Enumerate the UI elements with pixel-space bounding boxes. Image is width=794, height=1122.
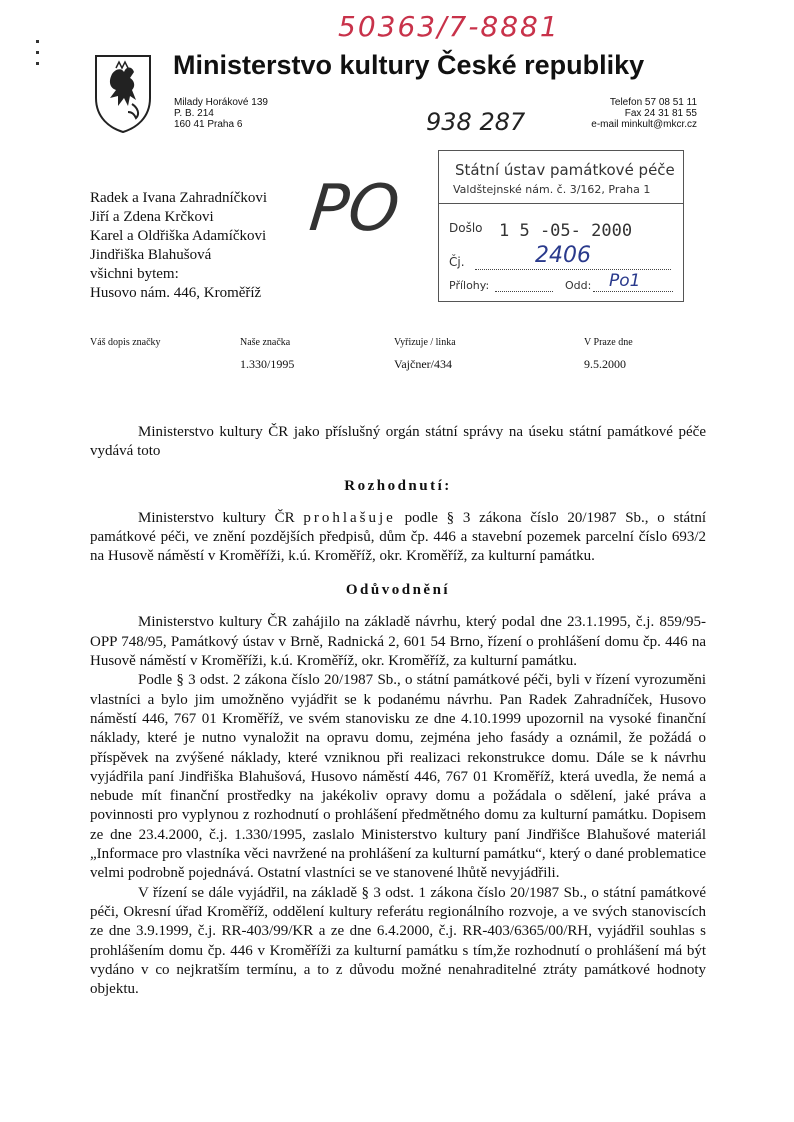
ministry-title: Ministerstvo kultury České republiky [173,50,645,80]
margin-marks [36,40,40,68]
recipient-line: Karel a Oldřiška Adamíčkovi [90,228,267,244]
reasoning-heading: Odůvodnění [345,582,451,599]
handwritten-ref-number: 50363/7-8881 [338,10,560,43]
recipient-block [90,189,267,303]
ministry-address [174,97,268,130]
ref-your-letter: Váš dopis značky [90,337,161,348]
email-address: e-mail minkult@mkcr.cz [591,119,697,130]
recipient-line: Husovo nám. 446, Kroměříž [90,285,262,301]
reasoning-paragraph-2: Podle § 3 odst. 2 zákona číslo 20/1987 Sb., o státní památkové péči, byli v řízení vyrozuměni vlastníci a bylo jim umožněno vyjádřit se k podanému návrhu. Pan Radek Zahradníček, Husovo náměstí 446, 767 01 Kroměříž, ve svém stanovisku ze dne 4.10.1999 upozornil na vysoké finanční náklady, které je nutno vynaložit na opravu domu, zejména jeho fasády a oznámil, že požádá o příspěvek na zvýšené náklady, které vzniknou při realizaci rekonstrukce domu. Dále se k návrhu vyjádřila paní Jindřiška Blahušová, Husovo náměstí 446, 767 01 Kroměříž, která uvedla, že nemá a nebude mít finanční prostředky na jakékoliv opravy domu a požádala o sdělení, jaké práva a povinnosti pro vyplynou z rozhodnutí o prohlášení předmětného domu za kulturní památku. Dopisem ze dne 23.4.2000, č.j. 1.330/1995, zaslalo Ministerstvo kultury paní Jindřišce Blahušové materiál „Informace pro vlastníka věci navržené na prohlášení za kulturní památku“, který o dané problematice velmi podrobně pojednává. Ostatní vlastníci se ve stanovené lhůtě nevyjádřili. [90,672,706,882]
stamp-reg-number: 2406 [535,243,591,268]
stamp-dept-label: Odd: [565,279,592,292]
handwritten-side-number: 938 287 [426,108,526,136]
reasoning-paragraph-1: Ministerstvo kultury ČR zahájilo na základě návrhu, který podal dne 23.1.1995, č.j. 859/95-OPP 748/95, Památkový ústav v Brně, Radnická 2, 601 54 Brno, řízení o prohlášení domu čp. 446 na Husově náměstí v Kroměříži, k.ú. Kroměříž, okr. Kroměříž, za kulturní památku. [90,614,706,670]
ref-our-mark: Naše značka 1.330/1995 [240,337,295,371]
address-line: Milady Horákové 139 [174,97,268,108]
decision-paragraph: Ministerstvo kultury ČR prohlašuje podle § 3 zákona číslo 20/1987 Sb., o státní památkové péči, ve znění pozdějších předpisů, dům čp. 446 a stavební pozemek parcelní číslo 693/2 na Husově náměstí v Kroměříži, k.ú. Kroměříž, okr. Kroměříž, za kulturní památku. [90,509,706,565]
ministry-contact [591,97,697,130]
recipient-line: Radek a Ivana Zahradníčkovi [90,190,268,206]
receipt-stamp [438,150,684,302]
stamp-received-label: Došlo [449,221,483,235]
fax-number: Fax 24 31 81 55 [624,108,697,119]
stamp-number-label: Čj. [449,255,465,269]
phone-number: Telefon 57 08 51 11 [609,97,697,108]
letter-body [90,423,706,999]
recipient-line: všichni bytem: [90,266,179,282]
coat-of-arms-logo [92,52,154,134]
intro-paragraph: Ministerstvo kultury ČR jako příslušný orgán státní správy na úseku státní památkové péče vydává toto [90,424,706,460]
reasoning-paragraph-3: V řízení se dále vyjádřil, na základě § 3 odst. 1 zákona číslo 20/1987 Sb., o státní památkové péči, Okresní úřad Kroměříž, oddělení kultury referátu regionálního rozvoje, a ve svých stanoviscích ze dne 3.9.1999, č.j. RR-403/99/KR a ze dne 6.4.2000, č.j. RR-403/6365/00/RH, vyjádřil souhlas s prohlášením domu čp. 446 v Kroměříži za kulturní památku s tím,že rozhodnutí o prohlášení má být vydáno v co nejkratším termínu, a to z důvodu možné nenahraditelné ztráty památkové hodnoty objektu. [90,884,706,998]
handwritten-initials: PO [306,172,403,246]
reference-row [90,337,710,377]
ref-handled-by: Vyřizuje / linka Vajčner/434 [394,337,456,371]
stamp-address: Valdštejnské nám. č. 3/162, Praha 1 [453,183,651,196]
recipient-line: Jiří a Zdena Krčkovi [90,209,214,225]
recipient-line: Jindřiška Blahušová [90,247,212,263]
stamp-org: Státní ústav památkové péče [455,161,675,179]
address-line: 160 41 Praha 6 [174,119,243,130]
decision-heading: Rozhodnutí: [344,477,452,494]
address-line: P. B. 214 [174,108,214,119]
stamp-attach-handwritten: Po1 [609,271,641,291]
stamp-attachments-label: Přílohy: [449,279,490,292]
ref-date: V Praze dne 9.5.2000 [584,337,633,371]
stamp-received-date: 1 5 -05- 2000 [499,221,633,241]
